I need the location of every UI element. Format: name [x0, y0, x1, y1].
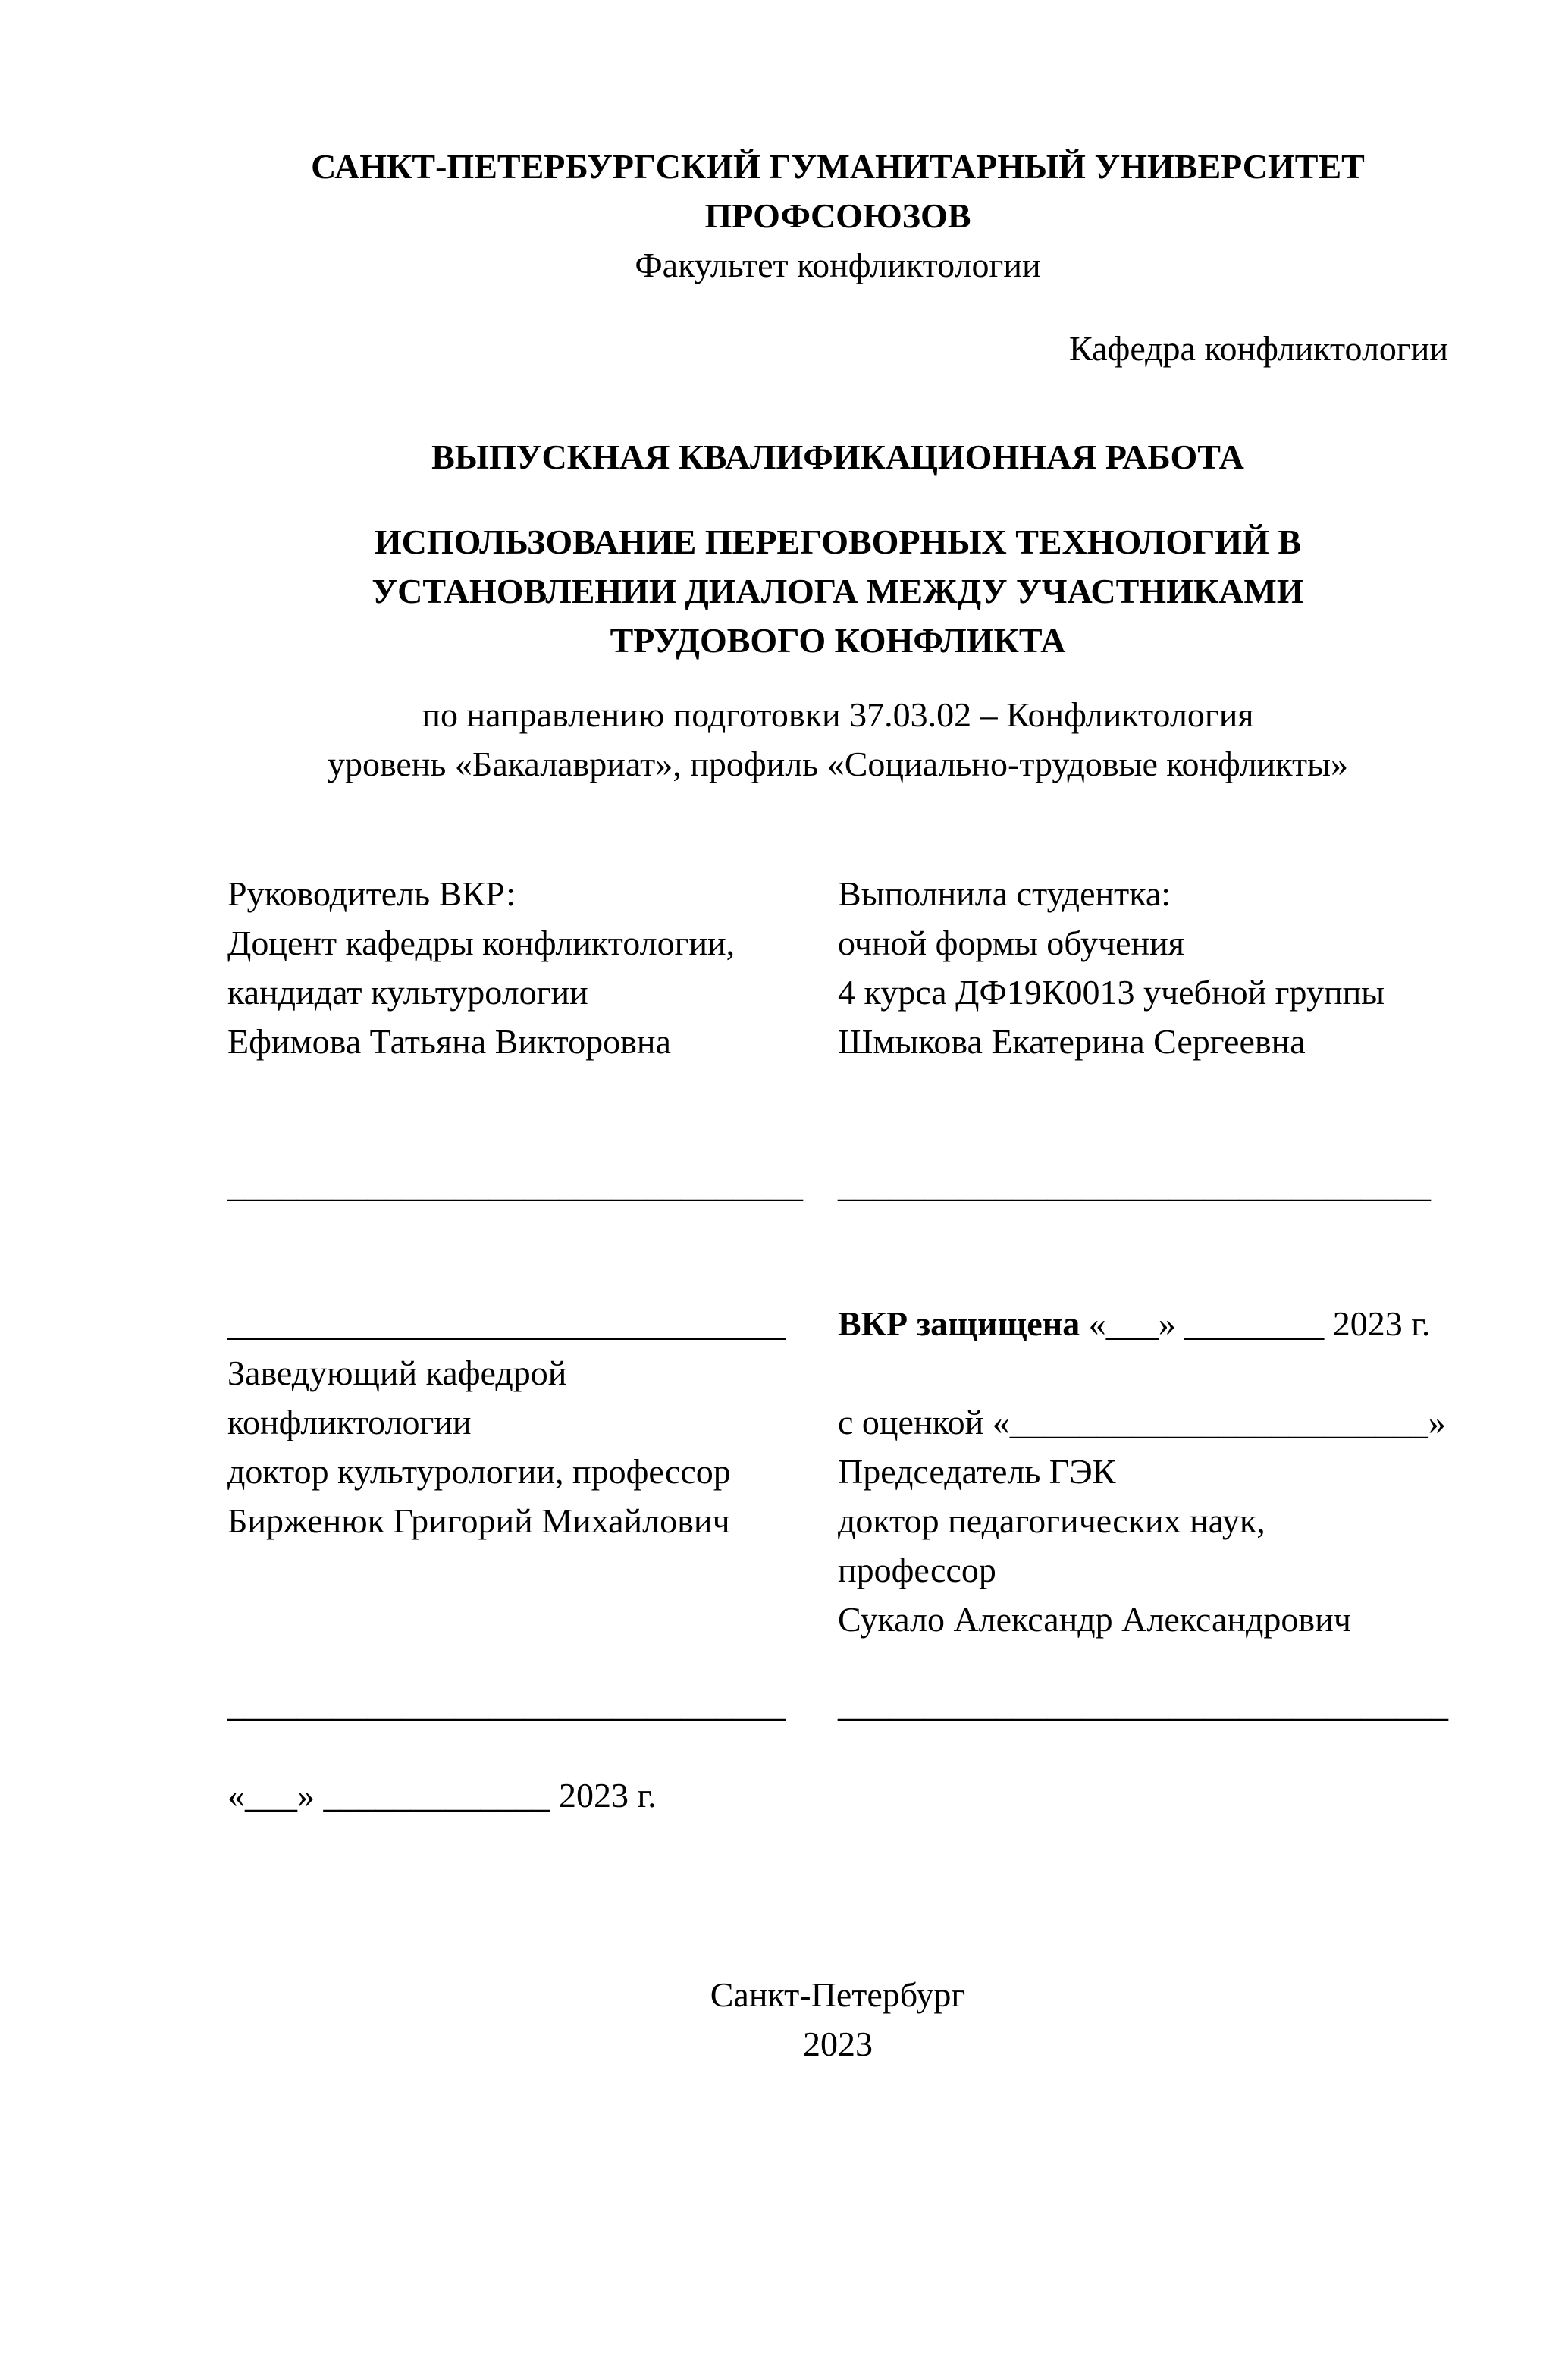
- gek-chair-degree-line: доктор педагогических наук,: [838, 1501, 1265, 1540]
- people-block: [227, 869, 1448, 1066]
- thesis-title-line: ТРУДОВОГО КОНФЛИКТА: [610, 621, 1066, 660]
- department-name: Кафедра конфликтологии: [1069, 329, 1448, 368]
- thesis-title-line: УСТАНОВЛЕНИИ ДИАЛОГА МЕЖДУ УЧАСТНИКАМИ: [372, 572, 1304, 610]
- gek-chair-signature-line: ___________________________________: [838, 1685, 1448, 1724]
- supervisor-label: Руководитель ВКР:: [227, 874, 516, 913]
- work-type-heading: ВЫПУСКНАЯ КВАЛИФИКАЦИОННАЯ РАБОТА: [431, 438, 1244, 476]
- header-block: [227, 142, 1448, 290]
- student-name: Шмыкова Екатерина Сергеевна: [838, 1022, 1306, 1061]
- student-form-line: очной формы обучения: [838, 924, 1184, 962]
- university-name: САНКТ-ПЕТЕРБУРГСКИЙ ГУМАНИТАРНЫЙ УНИВЕРСИТЕТ ПРОФСОЮЗОВ: [311, 147, 1365, 235]
- blank-line: [838, 1348, 1448, 1398]
- signature-row-1: [227, 1160, 1448, 1209]
- defense-date-blank: «___» ________ 2023 г.: [1080, 1304, 1431, 1343]
- supervisor-block: [227, 869, 838, 1066]
- head-name: Бирженюк Григорий Михайлович: [227, 1501, 730, 1540]
- grade-line: с оценкой «________________________»: [838, 1403, 1446, 1441]
- gek-chair-name: Сукало Александр Александрович: [838, 1600, 1351, 1639]
- program-direction: по направлению подготовки 37.03.02 – Конфликтология: [422, 695, 1254, 734]
- signature-row-2: [227, 1680, 1448, 1729]
- student-block: [838, 869, 1448, 1066]
- head-degree-line: доктор культурологии, профессор: [227, 1452, 731, 1491]
- program-level-profile: уровень «Бакалавриат», профиль «Социально-трудовые конфликты»: [327, 745, 1349, 783]
- student-label: Выполнила студентка:: [838, 874, 1171, 913]
- head-signature-line: ________________________________: [227, 1304, 786, 1343]
- city: Санкт-Петербург: [710, 1975, 966, 2014]
- supervisor-signature-line: _________________________________: [227, 1165, 803, 1204]
- thesis-title-line: ИСПОЛЬЗОВАНИЕ ПЕРЕГОВОРНЫХ ТЕХНОЛОГИЙ В: [374, 522, 1302, 561]
- student-group-line: 4 курса ДФ19К0013 учебной группы: [838, 973, 1385, 1012]
- approval-block: [227, 1299, 1448, 1644]
- gek-chair-title-line: профессор: [838, 1551, 996, 1589]
- student-signature-line: __________________________________: [838, 1165, 1431, 1204]
- gek-chair-label: Председатель ГЭК: [838, 1452, 1116, 1491]
- footer-block: [227, 1970, 1448, 2069]
- approval-date-line: «___» _____________ 2023 г.: [227, 1776, 657, 1815]
- faculty-name: Факультет конфликтологии: [635, 246, 1041, 284]
- defense-date-label: ВКР защищена: [838, 1304, 1080, 1343]
- title-page: [0, 142, 1568, 2069]
- head-position-line: конфликтологии: [227, 1403, 472, 1441]
- supervisor-name: Ефимова Татьяна Викторовна: [227, 1022, 671, 1061]
- supervisor-degree-line: кандидат культурологии: [227, 973, 588, 1012]
- defense-block: [838, 1299, 1448, 1644]
- defense-date-line: [838, 1299, 1448, 1348]
- head-of-department-block: [227, 1299, 838, 1545]
- program-block: [227, 690, 1448, 789]
- thesis-title: [227, 517, 1448, 665]
- year: 2023: [803, 2025, 873, 2063]
- head-signature-line-2: ________________________________: [227, 1685, 786, 1724]
- supervisor-position-line: Доцент кафедры конфликтологии,: [227, 924, 735, 962]
- head-position-line: Заведующий кафедрой: [227, 1354, 567, 1392]
